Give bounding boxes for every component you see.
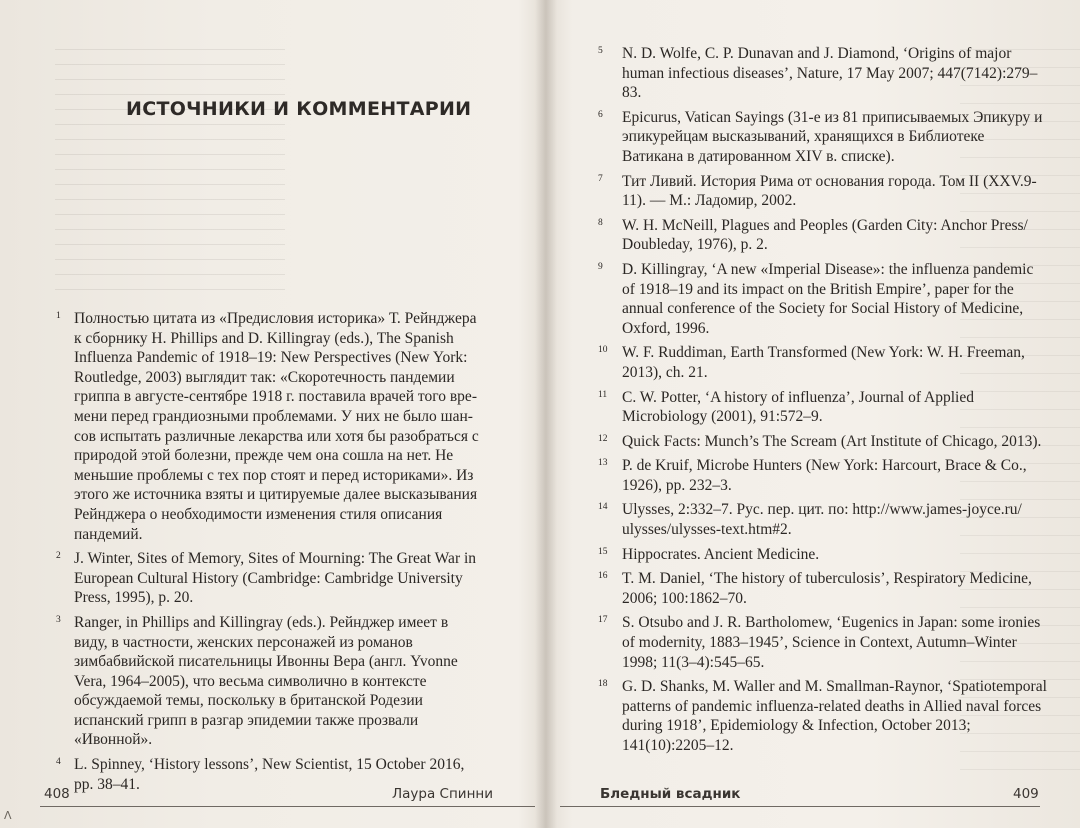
footnote-text: C. W. Potter, ‘A history of influenza’, Journal of Applied Microbiology (2001), 91:572–9. xyxy=(622,388,974,426)
footnote-number: 17 xyxy=(598,615,608,626)
footnote-number: 8 xyxy=(598,217,603,228)
footnote-text: W. H. McNeill, Plagues and Peoples (Garden City: Anchor Press/ Doubleday, 1976), p. 2. xyxy=(622,216,1028,254)
footnote xyxy=(598,432,1048,452)
footnote xyxy=(598,260,1048,338)
footnote xyxy=(598,108,1048,167)
footnote-number: 4 xyxy=(56,757,61,768)
footnote-text: Ulysses, 2:332–7. Рус. пер. цит. по: http://www.james-joyce.ru/ ulysses/ulysses-text.htm#2. xyxy=(622,501,1022,539)
running-author: Лаура Спинни xyxy=(392,786,493,802)
footnote-number: 14 xyxy=(598,502,608,513)
footnote xyxy=(598,388,1048,427)
footer-rule-right xyxy=(560,806,1040,807)
footnote xyxy=(598,456,1048,495)
right-page-notes xyxy=(598,44,1048,761)
page-number-right: 409 xyxy=(1013,786,1039,802)
page-edge-mark: Λ xyxy=(4,809,12,822)
footnote xyxy=(598,545,1048,565)
book-gutter xyxy=(535,0,557,828)
footnote xyxy=(598,44,1048,103)
footnote-number: 15 xyxy=(598,546,608,557)
footnote-number: 3 xyxy=(56,614,61,625)
footnote-text: S. Otsubo and J. R. Bartholomew, ‘Eugenics in Japan: some ironies of modernity, 1883–1945’, Science in Context, Autumn–Winter 1998; 11(3–4):545–65. xyxy=(622,614,1041,671)
footnote-text: W. F. Ruddiman, Earth Transformed (New York: W. H. Freeman, 2013), ch. 21. xyxy=(622,344,1025,381)
footnote-text: Полностью цитата из «Предисловия историка» Т. Рейнджера к сборнику H. Phillips and D. Killingray (eds.), The Spanish Influenza Pandemic of 1918–19: New Perspectives (New York: Routledge, 2003) выглядит так: «Скоротечность пандемии гриппа в августе-сентябре 1918 г. поставила врачей того времени перед грандиозными проблемами. У них не было шансов испытать различные лекарства или хотя бы разобраться с природой этой болезни, прежде чем она сошла на нет. Не меньшие проблемы с тех пор стоят и перед историками». Из этого же источника взяты и цитируемые далее высказывания Рейнджера о необходимости изменения стиля описания пандемий. xyxy=(74,310,479,543)
footnote xyxy=(40,613,480,750)
footnote-number: 1 xyxy=(56,311,61,321)
footnote-number: 2 xyxy=(56,551,61,562)
footnote-number: 11 xyxy=(598,389,608,400)
footnote-text: L. Spinney, ‘History lessons’, New Scientist, 15 October 2016, pp. 38–41. xyxy=(74,756,465,793)
footnote-text: G. D. Shanks, M. Waller and M. Smallman-Raynor, ‘Spatiotemporal patterns of pandemic influenza-related deaths in Allied naval forces during 1918’, Epidemiology & Infection, October 2013; 141(10):2205–12. xyxy=(622,678,1047,754)
footer-rule-left xyxy=(40,806,535,807)
bleed-through-text xyxy=(55,40,285,290)
footnote-text: Epicurus, Vatican Sayings (31-е из 81 приписываемых Эпикуру и эпикурейцам высказываний, хранящихся в Библиотеке Ватикана в датированном XIV в. списке). xyxy=(622,108,1043,165)
footnote-text: Hippocrates. Ancient Medicine. xyxy=(622,545,820,563)
footnote xyxy=(598,216,1048,255)
footnote-number: 13 xyxy=(598,458,608,469)
footnote-number: 7 xyxy=(598,173,603,184)
footnote-text: Тит Ливий. История Рима от основания города. Том II (XXV.9-11). — М.: Ладомир, 2002. xyxy=(622,172,1037,210)
footnote xyxy=(598,172,1048,211)
footnote xyxy=(598,343,1048,382)
footnote xyxy=(598,500,1048,539)
page-number-left: 408 xyxy=(44,786,70,802)
footnote-text: P. de Kruif, Microbe Hunters (New York: Harcourt, Brace & Co., 1926), pp. 232–3. xyxy=(622,457,1027,494)
footnote-number: 5 xyxy=(598,46,603,56)
footnote-number: 10 xyxy=(598,345,608,356)
footnote-text: D. Killingray, ‘A new «Imperial Disease»: the influenza pandemic of 1918–19 and its impact on the British Empire’, paper for the annual conference of the Society for Social History of Medicine, Oxford, 1996. xyxy=(622,260,1034,337)
footnote xyxy=(598,677,1048,755)
footnote-text: J. Winter, Sites of Memory, Sites of Mourning: The Great War in European Cultural History (Cambridge: Cambridge University Press, 1995), p. 20. xyxy=(74,550,477,607)
footnote-text: Ranger, in Phillips and Killingray (eds.). Рейнджер имеет в виду, в частности, женских персонажей из романов зимбабвийской писательницы Ивонны Вера (англ. Yvonne Vera, 1964–2005), что весьма символично в контексте обсуждаемой темы, поскольку в британской Родезии испанский грипп в разгар эпидемии также прозвали «Ивонной». xyxy=(74,613,458,749)
footnote xyxy=(598,569,1048,608)
footnote xyxy=(40,309,480,544)
footnote-text: N. D. Wolfe, C. P. Dunavan and J. Diamond, ‘Origins of major human infectious diseases’, Nature, 17 May 2007; 447(7142):279–83. xyxy=(622,45,1038,102)
footnote-number: 9 xyxy=(598,261,603,272)
section-heading: ИСТОЧНИКИ И КОММЕНТАРИИ xyxy=(126,98,472,120)
footnote-number: 16 xyxy=(598,571,608,582)
footnote-number: 18 xyxy=(598,679,608,690)
footnote-text: T. M. Daniel, ‘The history of tuberculosis’, Respiratory Medicine, 2006; 100:1862–70. xyxy=(622,570,1032,607)
footnote xyxy=(40,549,480,608)
left-page-notes xyxy=(40,309,480,799)
footnote xyxy=(598,613,1048,672)
footnote-number: 6 xyxy=(598,109,603,120)
running-title: Бледный всадник xyxy=(600,786,741,802)
footnote-number: 12 xyxy=(598,433,608,444)
footnote-text: Quick Facts: Munch’s The Scream (Art Institute of Chicago, 2013). xyxy=(622,432,1042,450)
